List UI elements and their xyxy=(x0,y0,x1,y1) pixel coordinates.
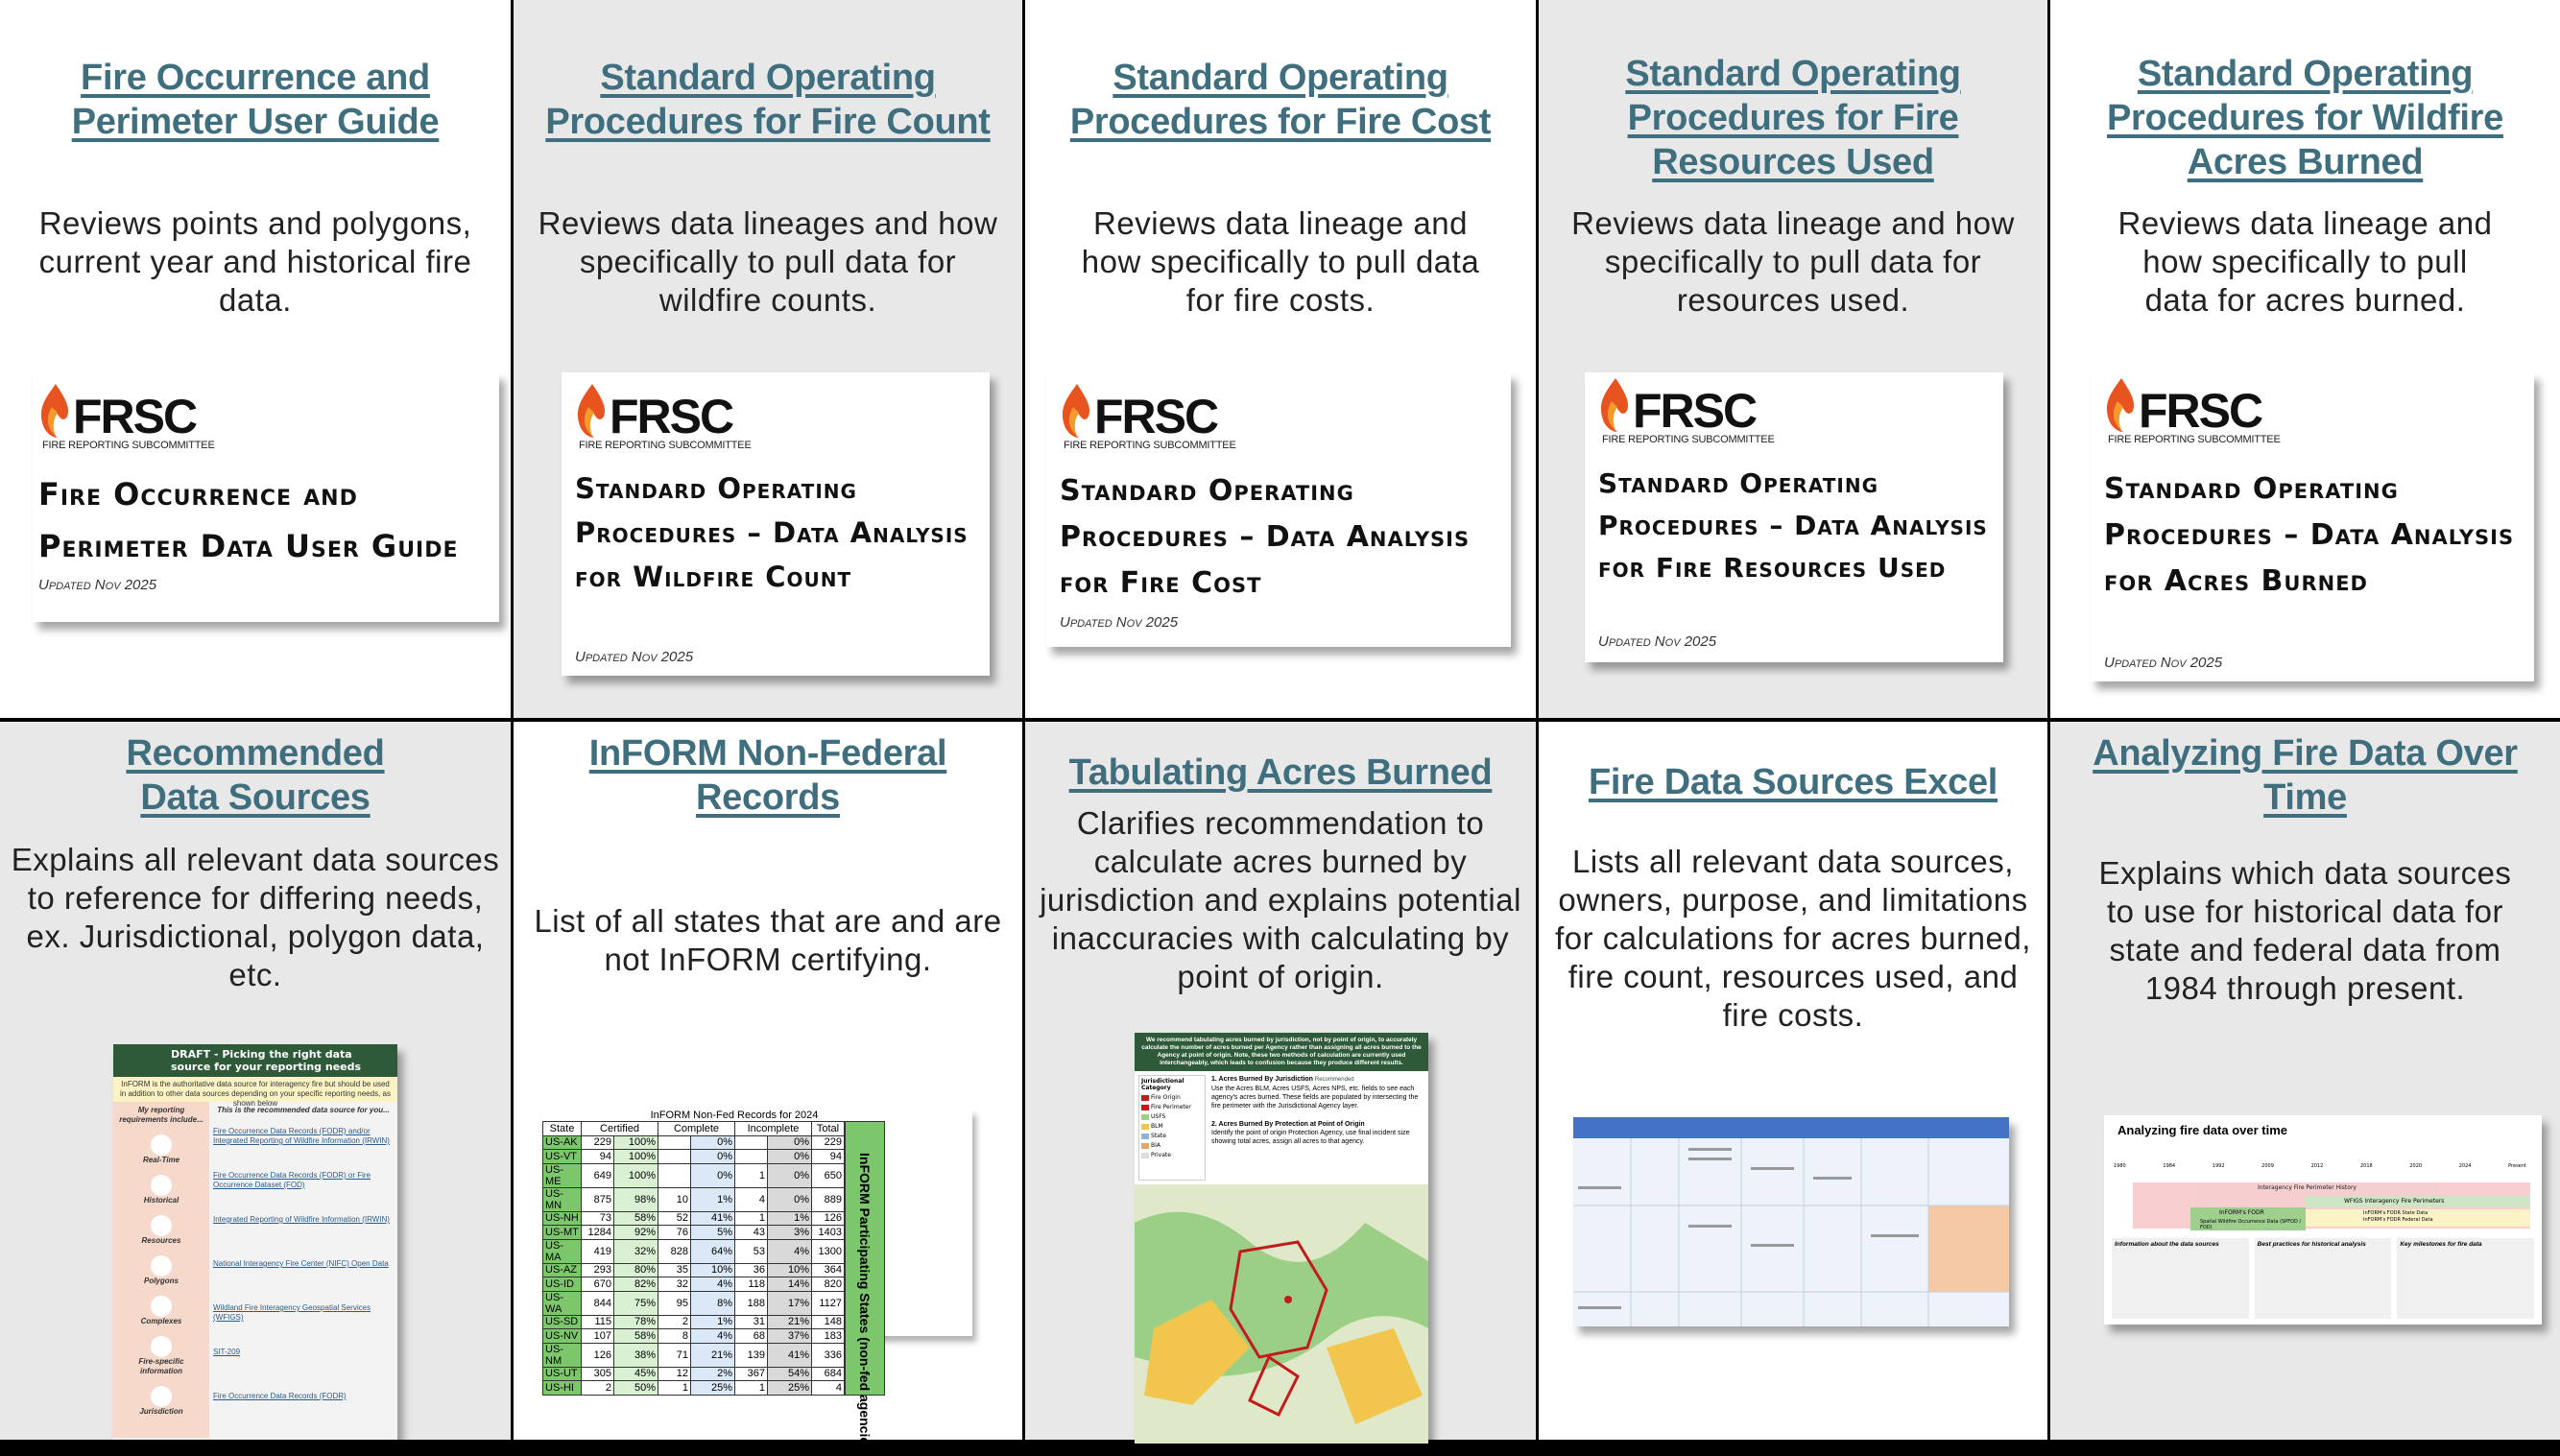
table-cell: 53 xyxy=(735,1239,768,1263)
requirement-icon xyxy=(151,1215,172,1236)
section-heading: Key milestones for fire data xyxy=(2397,1238,2534,1319)
requirement-label: Fire-specific information xyxy=(138,1357,184,1375)
table-cell: 10% xyxy=(768,1263,812,1277)
table-cell xyxy=(658,1150,691,1164)
table-cell: US-UT xyxy=(543,1367,582,1381)
cell-sop-fire-count xyxy=(514,0,1022,718)
table-cell xyxy=(735,1150,768,1164)
source-link: National Interagency Fire Center (NIFC) Open Data xyxy=(213,1259,389,1268)
table-cell: 1127 xyxy=(812,1291,845,1315)
column-heading: My reporting requirements include... xyxy=(119,1106,203,1124)
table-cell: 10% xyxy=(691,1263,735,1277)
legend-swatch xyxy=(1141,1143,1149,1149)
spreadsheet-grid xyxy=(1573,1138,2009,1326)
logo-text: FRSC xyxy=(1633,384,1757,438)
document-thumbnail[interactable] xyxy=(2091,372,2534,681)
bar-label: InFORM's FODR xyxy=(2219,1209,2264,1216)
requirement-icon xyxy=(151,1255,172,1277)
legend-swatch xyxy=(1141,1095,1149,1101)
table-cell: US-WA xyxy=(543,1291,582,1315)
inform-table-thumbnail[interactable] xyxy=(542,1110,972,1456)
legend-title: Jurisdictional Category xyxy=(1141,1078,1184,1091)
cell-sop-resources-used xyxy=(1539,0,2047,718)
legend-swatch xyxy=(1141,1134,1149,1139)
table-cell: 21% xyxy=(768,1315,812,1329)
table-cell: 367 xyxy=(735,1367,768,1381)
table-cell: 1 xyxy=(735,1211,768,1226)
legend-item: Fire Perimeter xyxy=(1151,1104,1191,1110)
table-cell: 1403 xyxy=(812,1226,845,1240)
source-link: Fire Occurrence Data Records (FODR) xyxy=(213,1392,347,1400)
table-row xyxy=(543,1226,845,1240)
table-cell: US-MA xyxy=(543,1239,582,1263)
table-cell: 820 xyxy=(812,1277,845,1292)
table-cell: 10 xyxy=(658,1187,691,1211)
flame-icon xyxy=(2104,378,2139,432)
table-cell: 889 xyxy=(812,1187,845,1211)
table-cell: 0% xyxy=(768,1150,812,1164)
requirement-icon xyxy=(151,1386,172,1407)
table-cell: 126 xyxy=(812,1211,845,1226)
table-cell: 0% xyxy=(691,1163,735,1187)
spreadsheet-thumbnail[interactable] xyxy=(1573,1117,2009,1326)
table-cell: 1 xyxy=(735,1163,768,1187)
document-heading: Standard Operating Procedures – Data Analysis for Fire Cost xyxy=(1060,474,1471,600)
table-cell: 1284 xyxy=(582,1226,614,1240)
table-cell: 4 xyxy=(812,1381,845,1396)
fire-map xyxy=(1135,1184,1428,1444)
legend-item: Fire Origin xyxy=(1151,1094,1181,1101)
requirement-label: Jurisdiction xyxy=(139,1407,183,1416)
table-cell: 32 xyxy=(658,1277,691,1292)
column-header: State xyxy=(543,1122,582,1136)
document-thumbnail[interactable] xyxy=(1135,1033,1428,1440)
table-row xyxy=(543,1211,845,1226)
table-cell: 100% xyxy=(614,1135,658,1150)
table-cell: 64% xyxy=(691,1239,735,1263)
column-header: Total xyxy=(812,1122,845,1136)
table-cell: 649 xyxy=(582,1163,614,1187)
year-label: 2024 xyxy=(2458,1163,2472,1169)
table-cell: 3% xyxy=(768,1226,812,1240)
logo-subtitle: FIRE REPORTING SUBCOMMITTEE xyxy=(2108,434,2281,445)
document-thumbnail[interactable] xyxy=(113,1044,397,1440)
table-cell: US-VT xyxy=(543,1150,582,1164)
table-cell: 305 xyxy=(582,1367,614,1381)
description: Reviews points and polygons, current year and historical fire data. xyxy=(38,205,472,318)
table-caption: InFORM Non-Fed Records for 2024 xyxy=(650,1110,819,1121)
legend-swatch xyxy=(1141,1124,1149,1130)
timeline-years xyxy=(2114,1163,2526,1169)
table-cell: US-AZ xyxy=(543,1263,582,1277)
flame-icon xyxy=(1598,378,1633,432)
legend-item: BLM xyxy=(1151,1123,1163,1130)
description: Explains all relevant data sources to reference for differing needs, ex. Jurisdictional, polygon data, etc. xyxy=(11,842,500,992)
link-recommended-sources[interactable]: Recommended Data Sources xyxy=(126,733,385,818)
table-cell: 38% xyxy=(614,1343,658,1367)
info-sections xyxy=(2112,1238,2534,1319)
year-label: Present xyxy=(2508,1163,2526,1169)
table-cell: 684 xyxy=(812,1367,845,1381)
table-cell: 45% xyxy=(614,1367,658,1381)
table-cell: 4% xyxy=(691,1329,735,1344)
table-row xyxy=(543,1263,845,1277)
logo-subtitle: FIRE REPORTING SUBCOMMITTEE xyxy=(579,440,752,451)
table-cell: 115 xyxy=(582,1315,614,1329)
source-link: Fire Occurrence Data Records (FODR) and/or Integrated Reporting of Wildfire Information (IRWIN) xyxy=(213,1127,390,1145)
requirement-icon xyxy=(151,1175,172,1196)
frsc-logo xyxy=(38,384,215,451)
table-cell: 43 xyxy=(735,1226,768,1240)
table-row xyxy=(543,1381,845,1396)
requirement-icon xyxy=(151,1336,172,1357)
year-label: 2012 xyxy=(2310,1163,2324,1169)
recommendation-banner: We recommend tabulating acres burned by jurisdiction, not by point of origin, to accurately calculate the number of acres burned per Agency rather than assigning all acres burned to the Agency at point of origin. Note, these two methods of calculation are currently used interchangeably, which leads to confusion because they produce different results. xyxy=(1135,1033,1428,1071)
table-cell: US-MT xyxy=(543,1226,582,1240)
table-cell: 100% xyxy=(614,1150,658,1164)
year-label: 1984 xyxy=(2163,1163,2176,1169)
table-row xyxy=(543,1343,845,1367)
table-cell: 0% xyxy=(691,1135,735,1150)
description: Clarifies recommendation to calculate acres burned by jurisdiction and explains potential inaccuracies with calculating by point of origin. xyxy=(1040,805,1521,994)
frsc-logo xyxy=(2104,378,2281,445)
table-cell: 0% xyxy=(691,1150,735,1164)
table-cell: US-HI xyxy=(543,1381,582,1396)
cell-sop-fire-cost xyxy=(1025,0,1536,718)
table-cell: 73 xyxy=(582,1211,614,1226)
requirement-label: Historical xyxy=(143,1196,179,1205)
table-cell: 118 xyxy=(735,1277,768,1292)
table-cell: 94 xyxy=(582,1150,614,1164)
table-cell: 52 xyxy=(658,1211,691,1226)
table-row xyxy=(543,1367,845,1381)
description: Reviews data lineages and how specifically to pull data for wildfire counts. xyxy=(538,205,998,318)
table-cell: 1% xyxy=(768,1211,812,1226)
table-cell: 419 xyxy=(582,1239,614,1263)
cell-analyzing-over-time xyxy=(2050,722,2560,1440)
table-cell: US-NV xyxy=(543,1329,582,1344)
table-row xyxy=(543,1277,845,1292)
table-cell: 107 xyxy=(582,1329,614,1344)
link-fire-occurrence-guide[interactable]: Fire Occurrence and Perimeter User Guide xyxy=(71,58,440,142)
document-heading: Fire Occurrence and Perimeter Data User Guide xyxy=(38,476,459,564)
link-sop-fire-count[interactable]: Standard Operating Procedures for Fire Count xyxy=(545,58,991,142)
frsc-logo xyxy=(575,384,752,451)
flame-icon xyxy=(1060,384,1094,438)
updated-date: Updated Nov 2025 xyxy=(38,577,157,593)
table-cell: 229 xyxy=(812,1135,845,1150)
cell-fire-occurrence-guide xyxy=(0,0,511,718)
table-row xyxy=(543,1315,845,1329)
source-link: SIT-209 xyxy=(213,1348,241,1356)
table-row xyxy=(543,1163,845,1187)
side-label: InFORM Participating States (non-fed agencies) xyxy=(845,1121,885,1396)
table-cell: 58% xyxy=(614,1211,658,1226)
logo-text: FRSC xyxy=(73,390,197,443)
table-cell: 37% xyxy=(768,1329,812,1344)
source-link: Integrated Reporting of Wildfire Information (IRWIN) xyxy=(213,1215,390,1224)
table-cell: US-MN xyxy=(543,1187,582,1211)
table-cell: 2 xyxy=(658,1315,691,1329)
table-cell: 68 xyxy=(735,1329,768,1344)
bar-label: InFORM's FODR Federal Data xyxy=(2363,1217,2433,1223)
table-cell: 148 xyxy=(812,1315,845,1329)
link-analyzing-over-time[interactable]: Analyzing Fire Data Over Time xyxy=(2093,733,2518,818)
table-cell: 71 xyxy=(658,1343,691,1367)
document-thumbnail[interactable] xyxy=(1046,372,1511,647)
table-cell: 94 xyxy=(812,1150,845,1164)
table-cell: 100% xyxy=(614,1163,658,1187)
requirement-label: Real-Time xyxy=(142,1156,180,1164)
table-cell: 4% xyxy=(768,1239,812,1263)
table-cell: 95 xyxy=(658,1291,691,1315)
table-cell: 36 xyxy=(735,1263,768,1277)
document-heading: Standard Operating Procedures – Data Analysis for Wildfire Count xyxy=(575,472,969,593)
table-cell: 126 xyxy=(582,1343,614,1367)
description: List of all states that are and are not InFORM certifying. xyxy=(534,903,1002,977)
table-row xyxy=(543,1150,845,1164)
link-data-sources-excel[interactable]: Fire Data Sources Excel xyxy=(1588,762,1998,802)
table-cell: 31 xyxy=(735,1315,768,1329)
column-header: Complete xyxy=(658,1122,735,1136)
legend-swatch xyxy=(1141,1153,1149,1158)
table-cell: 875 xyxy=(582,1187,614,1211)
legend-item: BIA xyxy=(1151,1142,1160,1149)
cell-recommended-sources xyxy=(0,722,511,1440)
link-tabulating-acres[interactable]: Tabulating Acres Burned xyxy=(1068,752,1493,793)
link-inform-records[interactable]: InFORM Non-Federal Records xyxy=(588,733,947,818)
table-cell: US-NM xyxy=(543,1343,582,1367)
method-1: 1. Acres Burned By Jurisdiction xyxy=(1211,1076,1313,1083)
table-cell: 844 xyxy=(582,1291,614,1315)
updated-date: Updated Nov 2025 xyxy=(2104,655,2223,671)
table-header xyxy=(543,1122,845,1136)
table-cell: 4 xyxy=(735,1187,768,1211)
year-label: 1992 xyxy=(2212,1163,2225,1169)
updated-date: Updated Nov 2025 xyxy=(575,649,694,665)
table-cell: 0% xyxy=(768,1163,812,1187)
spreadsheet-header xyxy=(1573,1117,2009,1138)
table-cell: 1% xyxy=(691,1315,735,1329)
table-cell: US-SD xyxy=(543,1315,582,1329)
table-cell: 1 xyxy=(658,1381,691,1396)
year-label: 1980 xyxy=(2114,1163,2126,1169)
table-cell: 98% xyxy=(614,1187,658,1211)
document-thumbnail[interactable] xyxy=(562,372,990,676)
timeline-thumbnail[interactable] xyxy=(2104,1115,2542,1325)
table-cell: 32% xyxy=(614,1239,658,1263)
table-cell: 41% xyxy=(691,1211,735,1226)
table-cell: 2 xyxy=(582,1381,614,1396)
method-2: 2. Acres Burned By Protection at Point of Origin xyxy=(1211,1121,1365,1128)
table-cell xyxy=(735,1135,768,1150)
requirement-label: Polygons xyxy=(143,1277,179,1285)
table-cell: 76 xyxy=(658,1226,691,1240)
column-header: Certified xyxy=(582,1122,658,1136)
source-link: Wildland Fire Interagency Geospatial Services (WFIGS) xyxy=(213,1303,371,1322)
legend-swatch xyxy=(1141,1105,1149,1110)
table-cell: 4% xyxy=(691,1277,735,1292)
bar-label: Spatial Wildfire Occurrence Data (SPFOD / FOD) xyxy=(2200,1219,2302,1230)
table-cell: 54% xyxy=(768,1367,812,1381)
table-cell: 58% xyxy=(614,1329,658,1344)
table-cell: 2% xyxy=(691,1367,735,1381)
table-cell: 17% xyxy=(768,1291,812,1315)
methods xyxy=(1211,1075,1424,1181)
table-cell: 1300 xyxy=(812,1239,845,1263)
table-cell: 336 xyxy=(812,1343,845,1367)
column-heading: This is the recommended data source for you... xyxy=(217,1106,390,1114)
link-sop-acres-burned[interactable]: Standard Operating Procedures for Wildfire Acres Burned xyxy=(2107,54,2503,182)
document-heading: Standard Operating Procedures – Data Analysis for Acres Burned xyxy=(2104,472,2515,598)
table-cell: 5% xyxy=(691,1226,735,1240)
table-cell: US-NH xyxy=(543,1211,582,1226)
table-cell: 92% xyxy=(614,1226,658,1240)
table-cell: 670 xyxy=(582,1277,614,1292)
table-cell: 8% xyxy=(691,1291,735,1315)
bar-label: InFORM's FODR State Data xyxy=(2363,1210,2428,1216)
thumbnail-heading: DRAFT - Picking the right data source for your reporting needs xyxy=(113,1044,397,1077)
requirement-label: Resources xyxy=(141,1236,181,1245)
year-label: 2009 xyxy=(2261,1163,2274,1169)
table-cell: 183 xyxy=(812,1329,845,1344)
table-cell: US-AK xyxy=(543,1135,582,1150)
year-label: 2020 xyxy=(2409,1163,2423,1169)
frsc-logo xyxy=(1060,384,1236,451)
table-cell: 21% xyxy=(691,1343,735,1367)
table-cell: 1% xyxy=(691,1187,735,1211)
requirement-label: Complexes xyxy=(140,1317,182,1325)
map-legend xyxy=(1138,1075,1206,1181)
description: Lists all relevant data sources, owners, purpose, and limitations for calculations for acres burned, fire count, resources used, and fire costs. xyxy=(1555,844,2031,1033)
legend-item: State xyxy=(1151,1133,1166,1139)
legend-swatch xyxy=(1141,1114,1149,1120)
column-header: Incomplete xyxy=(735,1122,812,1136)
table-cell: 364 xyxy=(812,1263,845,1277)
logo-text: FRSC xyxy=(610,390,733,443)
flame-icon xyxy=(38,384,73,438)
method-2-text: Identify the point of origin Protection Agency, use final incident size showing total acres, assign all acres to that agency. xyxy=(1211,1130,1410,1145)
cell-inform-records xyxy=(514,722,1022,1456)
flame-icon xyxy=(575,384,610,438)
table-row xyxy=(543,1187,845,1211)
bar-label: Interagency Fire Perimeter History xyxy=(2258,1184,2357,1191)
description: Reviews data lineage and how specifically to pull data for resources used. xyxy=(1571,205,2015,318)
table-cell: 0% xyxy=(768,1135,812,1150)
requirements-column xyxy=(113,1102,209,1438)
document-thumbnail[interactable] xyxy=(1585,372,2003,662)
logo-subtitle: FIRE REPORTING SUBCOMMITTEE xyxy=(1064,440,1236,451)
table-cell: 82% xyxy=(614,1277,658,1292)
recommended-badge: Recommended xyxy=(1314,1077,1354,1083)
table-row xyxy=(543,1291,845,1315)
section-heading: Best practices for historical analysis xyxy=(2255,1238,2392,1319)
table-cell: 293 xyxy=(582,1263,614,1277)
inform-table xyxy=(542,1121,845,1396)
section-heading: Information about the data sources xyxy=(2112,1238,2249,1319)
timeline-bar xyxy=(2190,1207,2306,1230)
description: Reviews data lineage and how specifically to pull data for fire costs. xyxy=(1081,205,1480,318)
updated-date: Updated Nov 2025 xyxy=(1598,633,1717,650)
table-row xyxy=(543,1239,845,1263)
table-row xyxy=(543,1329,845,1344)
requirement-icon xyxy=(151,1134,172,1156)
table-cell: US-ID xyxy=(543,1277,582,1292)
method-1-text: Use the Acres BLM, Acres USFS, Acres NPS, etc. fields to see each agency's acres burned. These fields are populated by intersecting the fire perimeter with the Jurisdictional Agency layer. xyxy=(1211,1086,1419,1110)
table-cell: 650 xyxy=(812,1163,845,1187)
table-cell: 1 xyxy=(735,1381,768,1396)
description: Reviews data lineage and how specifically to pull data for acres burned. xyxy=(2117,205,2493,318)
legend-item: USFS xyxy=(1151,1113,1166,1120)
cell-sop-acres-burned xyxy=(2050,0,2560,718)
table-cell: 78% xyxy=(614,1315,658,1329)
table-cell: 188 xyxy=(735,1291,768,1315)
table-cell: 41% xyxy=(768,1343,812,1367)
table-row xyxy=(543,1135,845,1150)
table-cell: 139 xyxy=(735,1343,768,1367)
requirement-icon xyxy=(151,1296,172,1317)
table-cell: 0% xyxy=(768,1187,812,1211)
logo-text: FRSC xyxy=(2139,384,2262,438)
cell-data-sources-excel xyxy=(1539,722,2047,1440)
table-cell xyxy=(658,1135,691,1150)
timeline-bar xyxy=(2306,1196,2530,1207)
description: Explains which data sources to use for historical data for state and federal data from 1984 through present. xyxy=(2098,855,2512,1006)
table-cell: 25% xyxy=(768,1381,812,1396)
document-thumbnail[interactable] xyxy=(33,372,499,622)
updated-date: Updated Nov 2025 xyxy=(1060,614,1179,631)
legend-item: Private xyxy=(1151,1152,1171,1158)
thumbnail-intro: InFORM is the authoritative data source for interagency fire but should be used in addition to other data sources depending on your specific reporting needs, as shown below xyxy=(113,1077,397,1102)
logo-subtitle: FIRE REPORTING SUBCOMMITTEE xyxy=(42,440,215,451)
link-sop-resources-used[interactable]: Standard Operating Procedures for Fire Resources Used xyxy=(1625,54,1961,182)
table-cell: 8 xyxy=(658,1329,691,1344)
year-label: 2018 xyxy=(2359,1163,2373,1169)
table-cell: 75% xyxy=(614,1291,658,1315)
table-cell: 14% xyxy=(768,1277,812,1292)
document-heading: Standard Operating Procedures – Data Analysis for Fire Resources Used xyxy=(1598,467,1988,584)
table-cell: 35 xyxy=(658,1263,691,1277)
sources-column xyxy=(209,1102,397,1438)
table-cell: 828 xyxy=(658,1239,691,1263)
table-cell: 25% xyxy=(691,1381,735,1396)
link-sop-fire-cost[interactable]: Standard Operating Procedures for Fire Cost xyxy=(1069,58,1492,142)
thumbnail-heading: Analyzing fire data over time xyxy=(2117,1123,2287,1137)
logo-subtitle: FIRE REPORTING SUBCOMMITTEE xyxy=(1602,434,1775,445)
table-cell: 80% xyxy=(614,1263,658,1277)
cell-tabulating-acres xyxy=(1025,722,1536,1440)
timeline-bar xyxy=(2306,1209,2530,1227)
frsc-logo xyxy=(1598,378,1775,445)
table-cell: 50% xyxy=(614,1381,658,1396)
table-cell: 12 xyxy=(658,1367,691,1381)
table-cell: US-ME xyxy=(543,1163,582,1187)
table-cell: 229 xyxy=(582,1135,614,1150)
logo-text: FRSC xyxy=(1094,390,1218,443)
bar-label: WFIGS Interagency Fire Perimeters xyxy=(2344,1198,2445,1205)
table-cell xyxy=(658,1163,691,1187)
source-link: Fire Occurrence Data Records (FODR) or Fire Occurrence Dataset (FOD) xyxy=(213,1171,371,1189)
